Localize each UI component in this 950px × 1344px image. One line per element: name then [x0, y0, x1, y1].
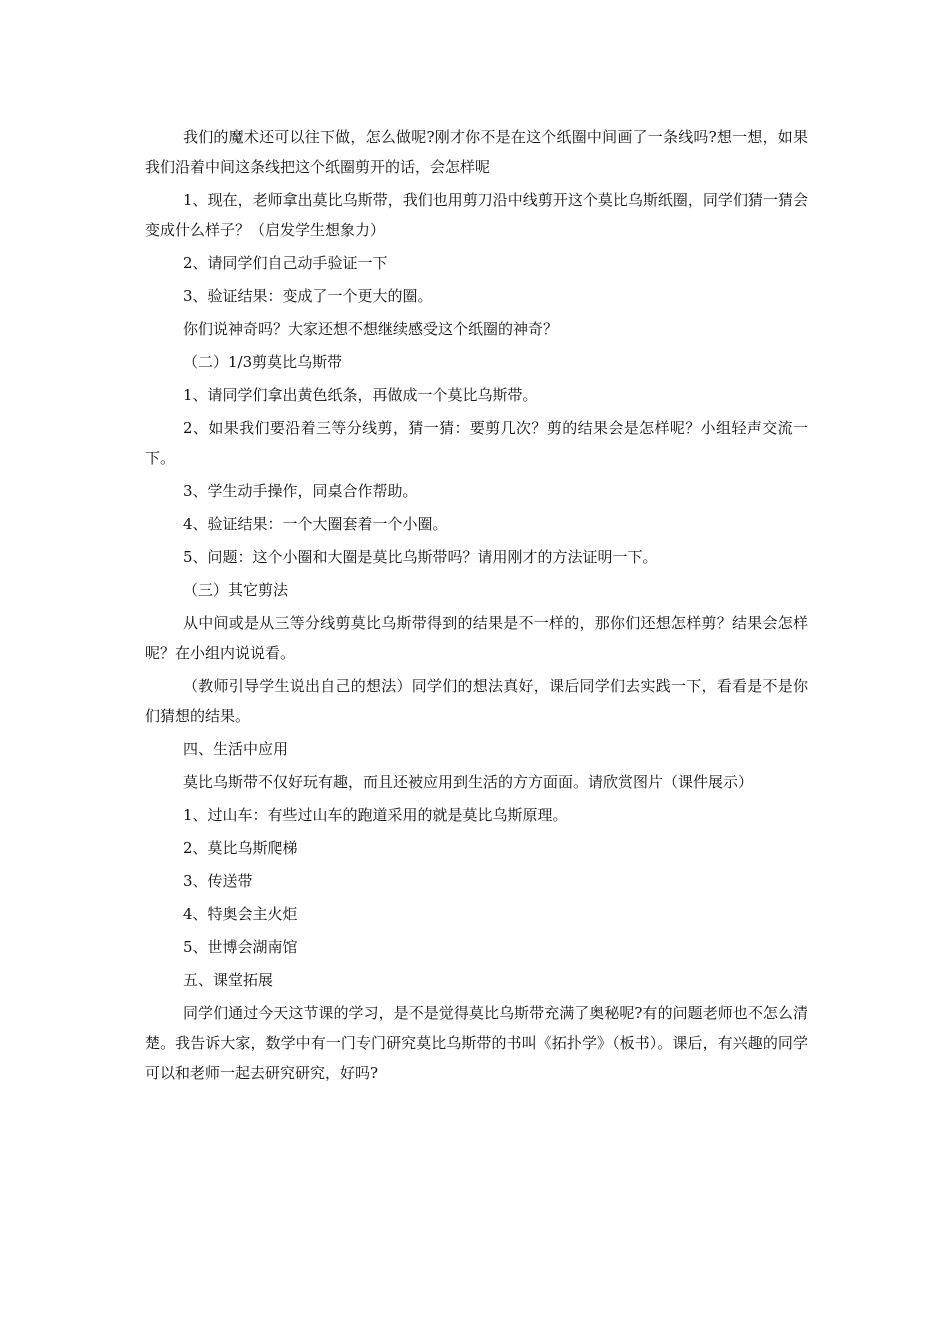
paragraph: 5、问题：这个小圈和大圈是莫比乌斯带吗？请用刚才的方法证明一下。	[183, 548, 658, 566]
paragraph: 1、现在，老师拿出莫比乌斯带，我们也用剪刀沿中线剪开这个莫比乌斯纸圈，同学们猜一猜会变成什么样子？（启发学生想象力）	[145, 191, 808, 239]
list-item: 2、莫比乌斯爬梯	[183, 839, 298, 857]
paragraph: 2、如果我们要沿着三等分线剪，猜一猜：要剪几次？剪的结果会是怎样呢？小组轻声交流一下。	[145, 419, 808, 467]
paragraph: （教师引导学生说出自己的想法）同学们的想法真好，课后同学们去实践一下，看看是不是你们猜想的结果。	[145, 677, 808, 725]
paragraph: 莫比乌斯带不仅好玩有趣，而且还被应用到生活的方方面面。请欣赏图片（课件展示）	[183, 773, 754, 791]
list-item: 5、世博会湖南馆	[183, 938, 298, 956]
list-item: 4、特奥会主火炬	[183, 905, 298, 923]
section-heading: （二）1/3剪莫比乌斯带	[183, 353, 343, 371]
paragraph: 1、请同学们拿出黄色纸条，再做成一个莫比乌斯带。	[183, 386, 538, 404]
paragraph: 3、验证结果：变成了一个更大的圈。	[183, 287, 433, 305]
document-body	[145, 122, 808, 1091]
paragraph: 4、验证结果：一个大圈套着一个小圈。	[183, 515, 448, 533]
section-heading: 四、生活中应用	[183, 740, 289, 758]
list-item: 3、传送带	[183, 872, 253, 890]
section-heading: （三）其它剪法	[183, 581, 289, 599]
list-item: 1、过山车：有些过山车的跑道采用的就是莫比乌斯原理。	[183, 806, 568, 824]
paragraph: 同学们通过今天这节课的学习，是不是觉得莫比乌斯带充满了奥秘呢?有的问题老师也不怎么清楚。我告诉大家，数学中有一门专门研究莫比乌斯带的书叫《拓扑学》（板书）。课后，有兴趣的同学可以和老师一起去研究研究，好吗?	[145, 1004, 808, 1082]
paragraph: 我们的魔术还可以往下做，怎么做呢?刚才你不是在这个纸圈中间画了一条线吗?想一想，如果我们沿着中间这条线把这个纸圈剪开的话，会怎样呢	[145, 128, 808, 176]
section-heading: 五、课堂拓展	[183, 971, 274, 989]
paragraph: 你们说神奇吗？大家还想不想继续感受这个纸圈的神奇？	[183, 320, 559, 338]
paragraph: 2、请同学们自己动手验证一下	[183, 254, 388, 272]
paragraph: 从中间或是从三等分线剪莫比乌斯带得到的结果是不一样的，那你们还想怎样剪？结果会怎样呢？在小组内说说看。	[145, 614, 808, 662]
paragraph: 3、学生动手操作，同桌合作帮助。	[183, 482, 418, 500]
